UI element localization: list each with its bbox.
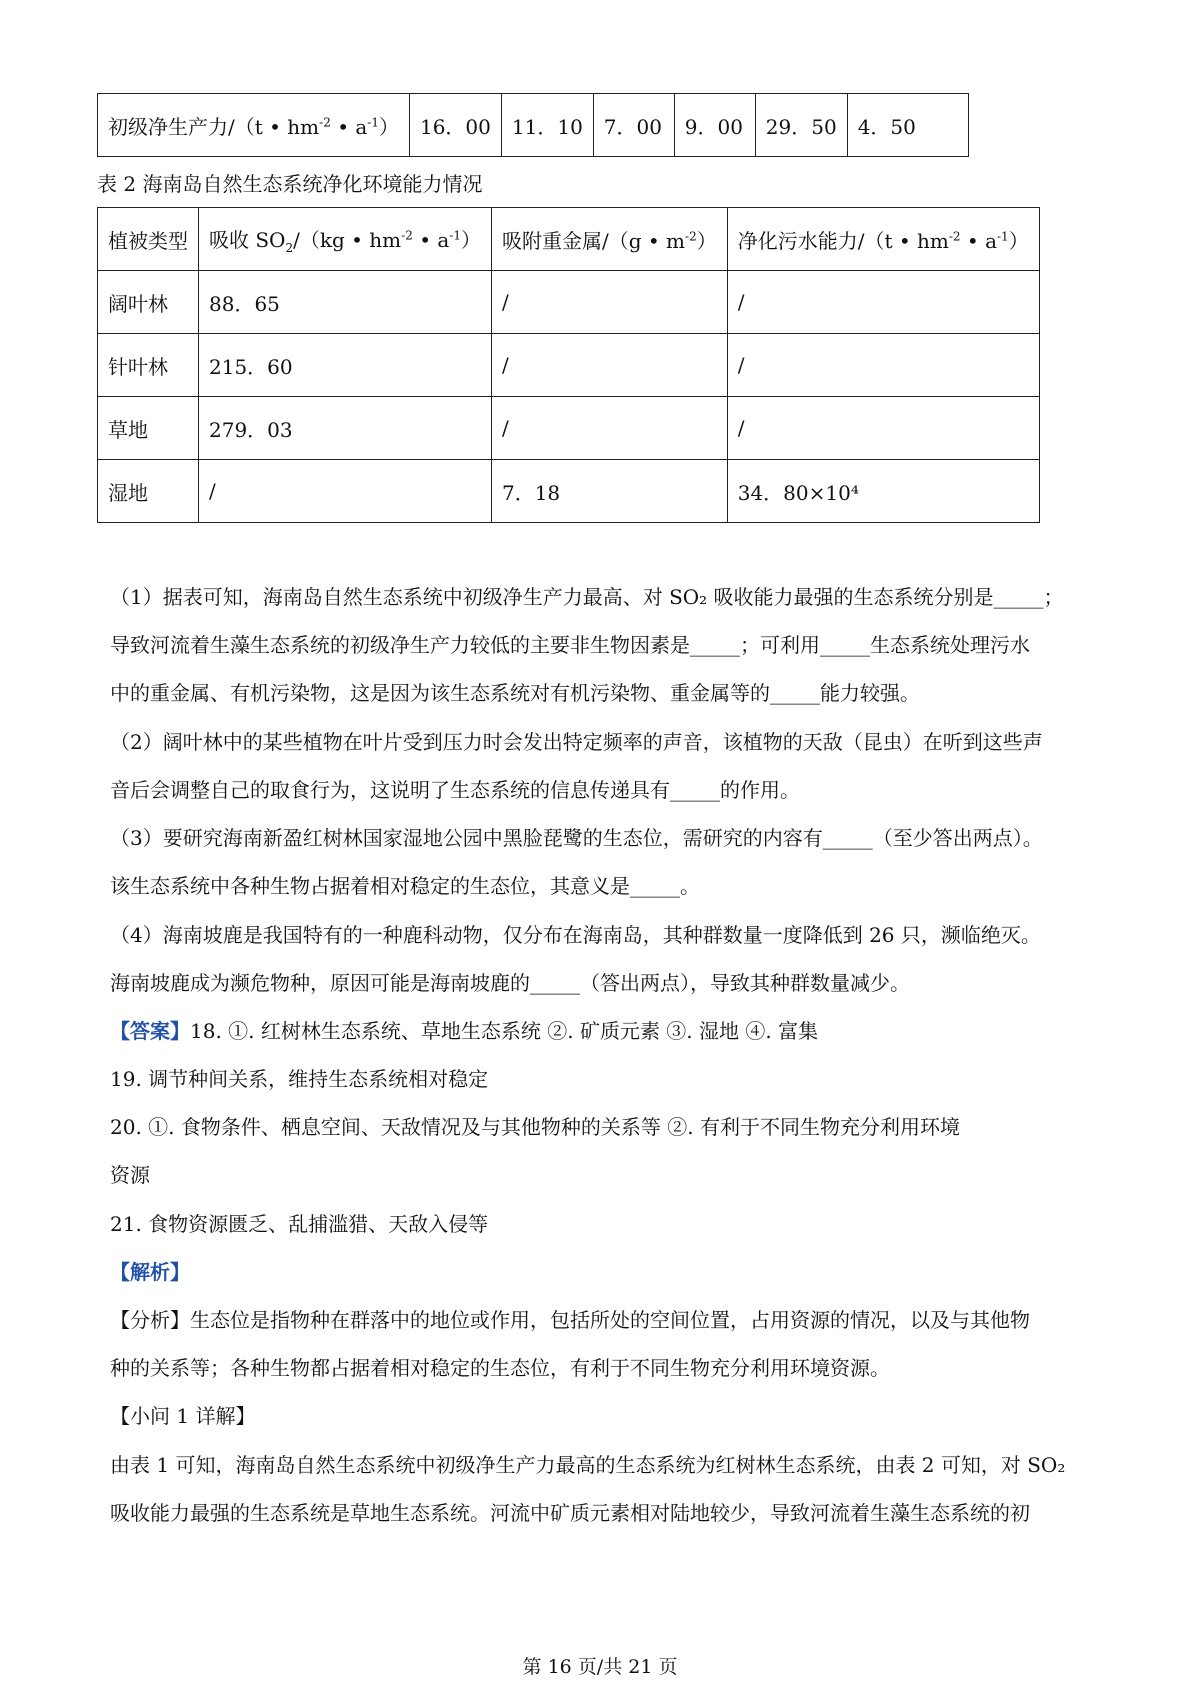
table-cell: 针叶林 (98, 334, 199, 397)
table-cell: 88．65 (199, 271, 492, 334)
question-line: 海南坡鹿成为濒危物种，原因可能是海南坡鹿的_____（答出两点），导致其种群数量减少。 (110, 971, 910, 995)
table-cell: / (727, 271, 1039, 334)
analysis-subquestion-heading: 【小问 1 详解】 (110, 1404, 256, 1428)
analysis-detail-2: 吸收能力最强的生态系统是草地生态系统。河流中矿质元素相对陆地较少，导致河流着生藻生态系统的初 (110, 1501, 1030, 1525)
table-cell: / (491, 397, 727, 460)
question-line: 导致河流着生藻生态系统的初级净生产力较低的主要非生物因素是_____；可利用_____生态系统处理污水 (110, 633, 1030, 657)
table-row (98, 94, 969, 157)
table1-row-label: 初级净生产力/（t • $hm^{-2}$ • $a^{-1}$） (98, 94, 410, 157)
table-cell: 4．50 (847, 94, 968, 157)
analysis-fenxi-1: 【分析】生态位是指物种在群落中的地位或作用，包括所处的空间位置，占用资源的情况，以及与其他物 (110, 1308, 1030, 1332)
answer-label: 【答案】 (110, 1019, 190, 1043)
table-cell: 湿地 (98, 460, 199, 523)
answer-line-20-cont: 资源 (110, 1163, 150, 1187)
table2-caption: 表 2 海南岛自然生态系统净化环境能力情况 (97, 172, 483, 196)
table-header-row (98, 208, 1040, 271)
table-header: 净化污水能力/（t • $hm^{-2}$ • $a^{-1}$） (727, 208, 1039, 271)
answer-line-20: 20. ①. 食物条件、栖息空间、天敌情况及与其他物种的关系等 ②. 有利于不同生物充分利用环境 (110, 1115, 960, 1139)
table-cell: 阔叶林 (98, 271, 199, 334)
answer-line-18 (110, 1016, 818, 1046)
question-line: （1）据表可知，海南岛自然生态系统中初级净生产力最高、对 SO₂ 吸收能力最强的生态系统分别是_____； (110, 585, 1064, 609)
answer-line-21: 21. 食物资源匮乏、乱捕滥猎、天敌入侵等 (110, 1212, 489, 1236)
question-line: 该生态系统中各种生物占据着相对稳定的生态位，其意义是_____。 (110, 874, 700, 898)
table-cell: 34．80×10⁴ (727, 460, 1039, 523)
table-cell: / (727, 397, 1039, 460)
question-line: 音后会调整自己的取食行为，这说明了生态系统的信息传递具有_____的作用。 (110, 778, 800, 802)
table-cell: 草地 (98, 397, 199, 460)
question-line: 中的重金属、有机污染物，这是因为该生态系统对有机污染物、重金属等的_____能力较强。 (110, 681, 920, 705)
table-cell: 16．00 (409, 94, 501, 157)
table-row (98, 397, 1040, 460)
table-cell: / (491, 271, 727, 334)
table-cell: 11．10 (501, 94, 593, 157)
table-cell: 7．00 (593, 94, 674, 157)
table-cell: 279．03 (199, 397, 492, 460)
question-line: （3）要研究海南新盈红树林国家湿地公园中黑脸琵鹭的生态位，需研究的内容有_____（至少答出两点）。 (110, 826, 1043, 850)
analysis-label: 【解析】 (110, 1260, 190, 1284)
answer-text: 18. ①. 红树林生态系统、草地生态系统 ②. 矿质元素 ③. 湿地 ④. 富集 (190, 1019, 819, 1043)
table-header: 吸收 $SO_2/(kg$ • $hm^{-2}$ • $a^{-1}$） (199, 208, 492, 271)
answer-line-19: 19. 调节种间关系，维持生态系统相对稳定 (110, 1067, 489, 1091)
table-cell: / (199, 460, 492, 523)
table-row (98, 460, 1040, 523)
question-line: （2）阔叶林中的某些植物在叶片受到压力时会发出特定频率的声音，该植物的天敌（昆虫）在听到这些声 (110, 730, 1043, 754)
table-cell: 215．60 (199, 334, 492, 397)
table1 (97, 93, 969, 157)
table-cell: 7．18 (491, 460, 727, 523)
table-cell: / (727, 334, 1039, 397)
table2 (97, 207, 1040, 523)
table-cell: 29．50 (755, 94, 847, 157)
table-cell: / (491, 334, 727, 397)
table-header: 吸附重金属/（g • $m^{-2}$） (491, 208, 727, 271)
table-row (98, 334, 1040, 397)
table-row (98, 271, 1040, 334)
analysis-detail-1: 由表 1 可知，海南岛自然生态系统中初级净生产力最高的生态系统为红树林生态系统，由表 2 可知，对 SO₂ (110, 1453, 1066, 1477)
table-header: 植被类型 (98, 208, 199, 271)
table-cell: 9．00 (674, 94, 755, 157)
analysis-fenxi-2: 种的关系等；各种生物都占据着相对稳定的生态位，有利于不同生物充分利用环境资源。 (110, 1356, 890, 1380)
question-line: （4）海南坡鹿是我国特有的一种鹿科动物，仅分布在海南岛，其种群数量一度降低到 26 只，濒临绝灭。 (110, 923, 1041, 947)
page-number: 第 16 页/共 21 页 (522, 1656, 678, 1678)
